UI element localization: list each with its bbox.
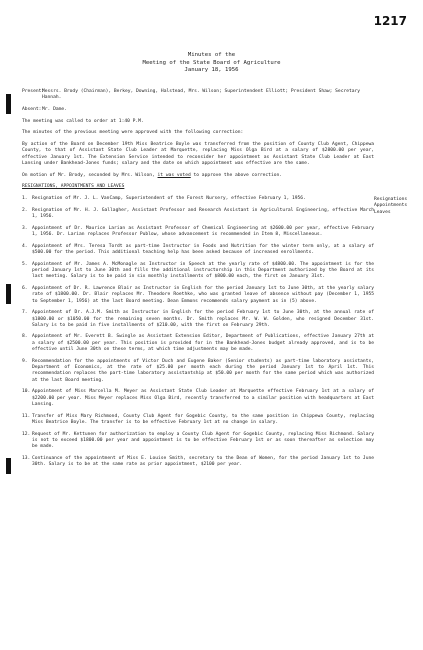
- item-number: 10.: [22, 389, 31, 395]
- item-text: Appointment of Dr. R. Lawrence Blair as Instructor in English for the period January 1st to June 30th, at the yearly salary rate of $1800.00. Dr. Blair replaces Mr. Theodore Roethke, who was granted leave of absence without pay (December 1, 1955 to September 1, 1956) at the last Board meeting. Dean Emmons recommends salary payment as in (5) above.: [32, 285, 374, 304]
- motion-voted: it was voted: [157, 172, 191, 178]
- header-line-1: Minutes of the: [187, 52, 236, 58]
- item-text: Appointment of Dr. A.J.M. Smith as Instructor in English for the period February 1st to June 30th, at the annual rate of $1800.00 or $1050.00 for the remaining seven months. Dr. Smith replaces Mr. W. W. Golden, who resigned December 31st. Salary is to be paid in five installments of $210.00, with the first on February 29th.: [32, 310, 374, 328]
- section-heading: RESIGNATIONS, APPOINTMENTS AND LEAVES: [22, 184, 125, 190]
- item-number: 12.: [22, 431, 31, 437]
- item-text: Appointment of Mr. Everett B. Swingle as Assistant Extension Editor, Department of Publications, effective January 27th at a salary of $2500.00 per year. This position is provided for in the Bankhead-Jones budget already approved, and is to be effective until June 30th on these terms, at which time adjustments may be made.: [32, 334, 374, 353]
- item-list: [22, 196, 374, 468]
- page-number: 1217: [373, 14, 407, 28]
- list-item: [22, 262, 374, 281]
- list-item: [22, 286, 374, 305]
- margin-note-line-1: Resignations: [374, 197, 408, 202]
- absent-row: [22, 107, 374, 113]
- item-number: 7.: [22, 310, 28, 316]
- item-number: 11.: [22, 413, 31, 419]
- item-text: Appointment of Mrs. Teresa Tordt as part-time Instructor in Foods and Nutrition for the winter term only, at a salary of $500.00 for the period. This additional teaching help has been asked because of increased enrollments.: [32, 243, 374, 255]
- absent-text: Mr. Dame.: [42, 106, 67, 112]
- motion-paragraph: [22, 173, 374, 179]
- item-text: Appointment of Mr. James A. McMonagle as Instructor in Speech at the yearly rate of $4800.00. The appointment is for the period January 1st to June 30th and fills the additional instructorship in this Department authorized by the Board at its last meeting. Salary is to be paid in six monthly installments of $800.00 each, the first on January 31st.: [32, 261, 374, 280]
- present-label: Present:: [22, 89, 45, 94]
- item-number: 13.: [22, 455, 31, 461]
- item-number: 4.: [22, 243, 28, 249]
- list-item: [22, 414, 374, 427]
- list-item: [22, 244, 374, 257]
- present-text: Messrs. Brody (Chairman), Berkey, Downing, Halstead, Mrs. Wilson; Superintendent Elliott; President Shaw; Secretary Hannah.: [42, 89, 361, 101]
- item-text: Appointment of Miss Marcella M. Meyer as Assistant State Club Leader at Marquette effective February 1st at a salary of $2200.00 per year. Miss Meyer replaces Miss Olga Bird, recently transferred to a similar position with headquarters at East Lansing.: [32, 389, 374, 407]
- called-to-order: The meeting was called to order at 1:40 P.M.: [22, 118, 144, 124]
- item-number: 3.: [22, 225, 28, 231]
- list-item: [22, 226, 374, 239]
- item-number: 8.: [22, 334, 28, 340]
- item-text: Request of Mr. Kettunen for authorization to employ a County Club Agent for Gogebic County, replacing Miss Richmond. Salary is not to exceed $1800.00 per year and appointment is to be effective February 1st or as soon thereafter as selection may be made.: [32, 431, 374, 450]
- absent-label: Absent:: [22, 106, 42, 112]
- item-number: 9.: [22, 358, 28, 364]
- item-number: 2.: [22, 207, 28, 213]
- header-line-3: January 18, 1956: [184, 67, 239, 73]
- margin-bar: [6, 458, 11, 474]
- margin-note-line-3: Leaves: [374, 209, 391, 215]
- header-line-2: Meeting of the State Board of Agriculture: [142, 59, 281, 66]
- correction-paragraph: By action of the Board on December 19th Miss Beatrice Boyle was transferred from the position of County Club Agent, Chippewa County, to that of Assistant State Club Leader at Marquette, replacing Miss Olga Bird at a salary of $2800.00 per year, effective January 1st. The Extension Service intended to reconsider her appointment as Assistant State Club Leader at East Lansing under Bankhead-Jones funds; salary and the date on which appointment was effective are the same.: [22, 142, 374, 166]
- list-item: [22, 432, 374, 451]
- list-item: [22, 208, 374, 221]
- list-item: [22, 310, 374, 329]
- item-text: Resignation of Mr. J. L. VanCamp, Superintendent of the Forest Nursery, effective February 1, 1956.: [32, 196, 306, 201]
- item-text: Transfer of Miss Mary Richmond, County Club Agent for Gogebic County, to the same position in Chippewa County, replacing Miss Beatrice Boyle. The transfer is to be effective February 1st at no change in salary.: [32, 413, 374, 425]
- item-text: Continuance of the appointment of Miss E. Louise Smith, secretary to the Dean of Women, for the period January 1st to June 30th. Salary is to be at the same rate as prior appointment, $2100 per year.: [32, 455, 374, 468]
- margin-note-line-2: Appointments: [374, 203, 408, 209]
- present-row: [22, 89, 374, 102]
- list-item: [22, 389, 374, 408]
- list-item: [22, 359, 374, 384]
- list-item: [22, 334, 374, 353]
- item-text: Resignation of Mr. H. J. Gallagher, Assistant Professor and Research Assistant in Agricultural Engineering, effective March 1, 1956.: [32, 207, 374, 219]
- item-number: 6.: [22, 285, 28, 291]
- item-text: Appointment of Dr. Maurice Larian as Assistant Professor of Chemical Engineering at $2600.00 per year, effective February 1, 1956. Dr. Larian replaces Professor Publow, whose advancement is recommended in Item 8, Miscellaneous.: [32, 225, 374, 237]
- minutes-body: [22, 89, 374, 474]
- motion-text-before: On motion of Mr. Brody, seconded by Mrs. Wilson,: [22, 172, 158, 178]
- item-number: 1.: [22, 196, 28, 201]
- item-number: 5.: [22, 261, 28, 267]
- list-item: [22, 456, 374, 469]
- margin-bar: [6, 94, 11, 114]
- list-item: [22, 196, 374, 202]
- document-header: [0, 52, 423, 75]
- item-text: Recommendation for the appointments of Victor Duch and Eugene Baker (Senior students) as part-time laboratory assistants, Department of Economics, at the rate of $25.00 per month each during the period January 1st to April 1st. This recommendation replaces the part-time laboratory assistantship at $50.00 per month for the same period which was authorized at the last Board meeting.: [32, 358, 374, 383]
- motion-text-after: to approve the above correction.: [190, 172, 283, 178]
- margin-bar: [6, 284, 11, 304]
- margin-note: [374, 197, 422, 216]
- minutes-approved: The minutes of the previous meeting were approved with the following correction:: [22, 130, 244, 136]
